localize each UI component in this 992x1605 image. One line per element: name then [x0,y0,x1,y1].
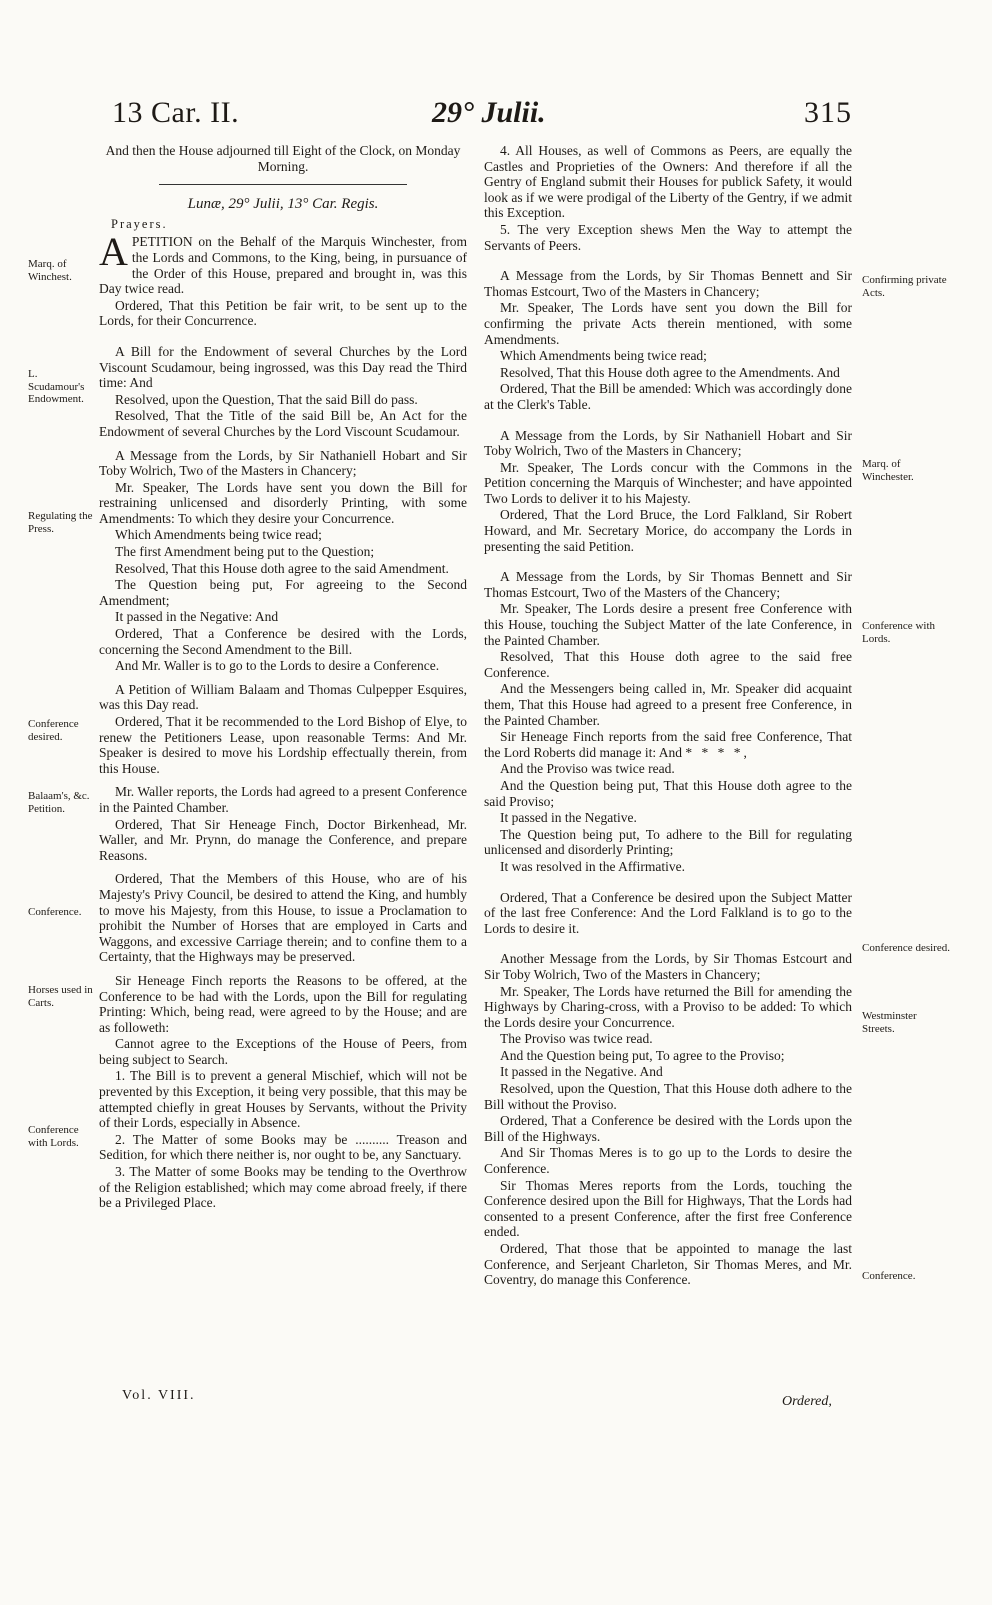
margin-note-westminster: Westminster Streets. [862,1010,917,1035]
margin-note-conf-lords-right: Conference with Lords. [862,620,935,645]
finch-report-text: Sir Heneage Finch reports from the said free Conference, That the Lord Roberts did manage it: And [484,729,852,760]
margin-note-conference: Conference. [28,906,82,918]
balaam-petition: A Petition of William Balaam and Thomas Culpepper Esquires, was this Day read. [99,681,467,713]
prayers-heading: Prayers. [111,216,168,231]
spacer [99,864,467,871]
press-second-question: The Question being put, For agreeing to the Second Amendment; [99,577,467,608]
press-amendments-read: Which Amendments being twice read; [115,527,322,543]
scudamour-title: Resolved, That the Title of the said Bill be, An Act for the Endowment of several Churches by the Lord Viscount Scudamour. [99,408,467,439]
marquis-ordered: Ordered, That the Lord Bruce, the Lord Falkland, Sir Robert Howard, and Mr. Secretary Morice, do accompany the Lords in presenting the said Petition. [484,507,852,554]
section-divider [159,184,407,185]
spacer [99,675,467,682]
private-acts-resolved: Resolved, That this House doth agree to the Amendments. And [500,364,840,380]
conference-desired-order: Ordered, That a Conference be desired upon the Subject Matter of the last free Conference: And the Lord Falkland is to go to the Lords to desire it. [484,889,852,936]
spacer [99,777,467,784]
reasons-intro: Cannot agree to the Exceptions of the House of Peers, from being subject to Search. [99,1036,467,1067]
margin-note-press: Regulating the Press. [28,510,93,535]
conference-ordered: Ordered, That a Conference be desired with the Lords, concerning the Second Amendment to the Bill. [99,626,467,657]
spacer [484,254,852,268]
winchester-petition-text: PETITION on the Behalf of the Marquis Winchester, from the Lords and Commons, to the King, being, in pursuance of the Order of this House, prepared and brought in, was this Day twice read. [99,234,467,297]
margin-note-conf-lords-left: Conference with Lords. [28,1124,79,1149]
private-acts-speaker: Mr. Speaker, The Lords have sent you down the Bill for confirming the private Acts therein mentioned, with some Amendments. [484,300,852,347]
highways-proviso-read: The Proviso was twice read. [500,1031,653,1047]
margin-note-confirming: Confirming private Acts. [862,274,947,299]
messengers-called: And the Messengers being called in, Mr. Speaker did acquaint them, That this House had agreed to a present free Conference, in the Painted Chamber. [484,681,852,728]
drop-capital: A [99,229,128,275]
highways-speaker: Mr. Speaker, The Lords have returned the Bill for amending the Highways by Charing-cross, with a Proviso to be added: To which the Lords desire your Concurrence. [484,983,852,1030]
managers-appointed: Ordered, That those that be appointed to manage the last Conference, and Serjeant Charleton, Sir Thomas Meres, and Mr. Coventry, do manage this Conference. [484,1241,852,1288]
adhere-question: The Question being put, To adhere to the Bill for regulating unlicensed and disorderly Printing; [484,826,852,858]
press-resolved: Resolved, That this House doth agree to the said Amendment. [115,560,449,576]
private-acts-message: A Message from the Lords, by Sir Thomas Bennett and Sir Thomas Estcourt, Two of the Masters in Chancery; [484,268,852,299]
proviso-negative: It passed in the Negative. [500,810,637,826]
spacer [99,330,467,344]
left-column [99,143,467,1212]
press-first-amendment: The first Amendment being put to the Question; [115,544,375,560]
reason-5: 5. The very Exception shews Men the Way to attempt the Servants of Peers. [484,221,852,253]
page-date-text: 29° Julii. [432,96,546,129]
adjournment-note: And then the House adjourned till Eight of the Clock, on Monday Morning. [105,143,461,174]
winchester-petition [99,229,467,297]
page-number: 315 [804,96,852,129]
winchester-order: Ordered, That this Petition be fair writ, to be sent up to the Lords, for their Concurrence. [99,297,467,329]
margin-note-marq-winchester: Marq. of Winchester. [862,458,914,483]
volume-signature: Vol. VIII. [122,1388,196,1403]
marquis-message: A Message from the Lords, by Sir Nathaniell Hobart and Sir Toby Wolrich, Two of the Masters in Chancery; [484,427,852,459]
scudamour-bill: A Bill for the Endowment of several Churches by the Lord Viscount Scudamour, being ingrossed, was this Day read the Third time: And [99,343,467,391]
margin-note-balaam: Balaam's, &c. Petition. [28,790,90,815]
proviso-question: And the Question being put, That this House doth agree to the said Proviso; [484,777,852,809]
margin-note-marq-winchest: Marq. of Winchest. [28,258,72,283]
press-message: A Message from the Lords, by Sir Nathaniell Hobart and Sir Toby Wolrich, Two of the Masters in Chancery; [99,447,467,479]
press-negative: It passed in the Negative: And [115,609,279,625]
page-header [112,96,852,140]
free-conference-resolved: Resolved, That this House doth agree to the said free Conference. [484,649,852,680]
spacer [484,414,852,428]
regnal-year: 13 Car. II. [112,96,240,129]
adhere-affirmative: It was resolved in the Affirmative. [500,858,685,874]
conference-waller: And Mr. Waller is to go to the Lords to desire a Conference. [115,658,440,674]
omission-asterisks: * * * *, [685,744,750,760]
margin-note-scudamour: L. Scudamour's Endowment. [28,368,85,405]
margin-note-conference-right: Conference. [862,1270,916,1282]
margin-note-conf-desired: Conference desired. [28,718,79,743]
reason-3: 3. The Matter of some Books may be tending to the Overthrow of the Religion established; which may come abroad freely, if there be a Privileged Place. [99,1164,467,1211]
spacer [99,441,467,448]
meres-report: Sir Thomas Meres reports from the Lords, touching the Conference desired upon the Bill for Highways, That the Lords had consented to a present Conference, after the first free Conference ended. [484,1177,852,1240]
proviso-read: And the Proviso was twice read. [500,761,675,777]
reason-4: 4. All Houses, as well of Commons as Peers, are equally the Castles and Proprieties of the Owners: And therefore if all the Gentry of England submit their Houses for publick Safety, it would look as if we were prodigal of the Liberty of the Gentry, if we admit this Exception. [484,143,852,221]
balaam-order: Ordered, That it be recommended to the Lord Bishop of Elye, to renew the Petitioners Lease, upon reasonable Terms: And Mr. Speaker is desired to move his Lordship effectually therein, from this House. [99,714,467,776]
right-column [484,143,852,1289]
waller-report: Mr. Waller reports, the Lords had agreed to a present Conference in the Painted Chamber. [99,784,467,815]
highways-message: Another Message from the Lords, by Sir Thomas Estcourt and Sir Toby Wolrich, Two of the Masters in Chancery; [484,951,852,982]
private-acts-ordered: Ordered, That the Bill be amended: Which was accordingly done at the Clerk's Table. [484,381,852,412]
managers-order: Ordered, That Sir Heneage Finch, Doctor Birkenhead, Mr. Waller, and Mr. Prynn, do manage the Conference, and prepare Reasons. [99,816,467,863]
private-acts-read: Which Amendments being twice read; [500,348,707,364]
reason-1: 1. The Bill is to prevent a general Mischief, which will not be prevented by this Exception, it being very possible, that this may be attempted chiefly in great Houses by Servants, without the Privity of their Lords, especially in Absence. [99,1068,467,1131]
meres-to-go: And Sir Thomas Meres is to go up to the Lords to desire the Conference. [484,1145,852,1177]
session-date-heading: Lunæ, 29° Julii, 13° Car. Regis. [187,196,379,213]
spacer [99,966,467,973]
catchword: Ordered, [782,1394,832,1409]
page-date [432,96,546,130]
highways-resolved: Resolved, upon the Question, That this House doth adhere to the Bill without the Proviso. [484,1081,852,1112]
reason-2: 2. The Matter of some Books may be .......... Treason and Sedition, for which there neither is, nor ought to be, any Sanctuary. [99,1131,467,1163]
highways-negative: It passed in the Negative. And [500,1064,663,1080]
highways-conference-ordered: Ordered, That a Conference be desired with the Lords upon the Bill of the Highways. [484,1113,852,1144]
finch-report [484,729,852,760]
margin-note-conf-desired-right: Conference desired. [862,942,950,954]
reasons-report: Sir Heneage Finch reports the Reasons to be offered, at the Conference to be had with the Lords, upon the Bill for regulating Printing: Which, being read, were agreed to by the House; and are as followeth: [99,972,467,1035]
marquis-speaker: Mr. Speaker, The Lords concur with the Commons in the Petition concerning the Marquis of Winchester; and have appointed Two Lords to deliver it to his Majesty. [484,459,852,506]
highways-question: And the Question being put, To agree to the Proviso; [500,1047,785,1063]
margin-note-horses: Horses used in Carts. [28,984,93,1009]
spacer [484,937,852,951]
spacer [484,876,852,890]
free-conference-speaker: Mr. Speaker, The Lords desire a present free Conference with this House, touching the Subject Matter of the late Conference, in the Painted Chamber. [484,601,852,648]
spacer [484,555,852,569]
scudamour-resolved: Resolved, upon the Question, That the said Bill do pass. [115,391,418,407]
horses-order: Ordered, That the Members of this House, who are of his Majesty's Privy Council, be desired to attend the King, and humbly to move his Majesty, from this House, to issue a Proclamation to prohibit the Number of Horses that are employed in Carts and Waggons, and excessive Carriage therein; and to confine them to a Certainty, that the Highways may be preserved. [99,871,467,965]
free-conference-message: A Message from the Lords, by Sir Thomas Bennett and Sir Thomas Estcourt, Two of the Masters of the Chancery; [484,569,852,600]
press-speaker: Mr. Speaker, The Lords have sent you down the Bill for restraining unlicensed and disorderly Printing, with some Amendments: To which they desire your Concurrence. [99,479,467,526]
